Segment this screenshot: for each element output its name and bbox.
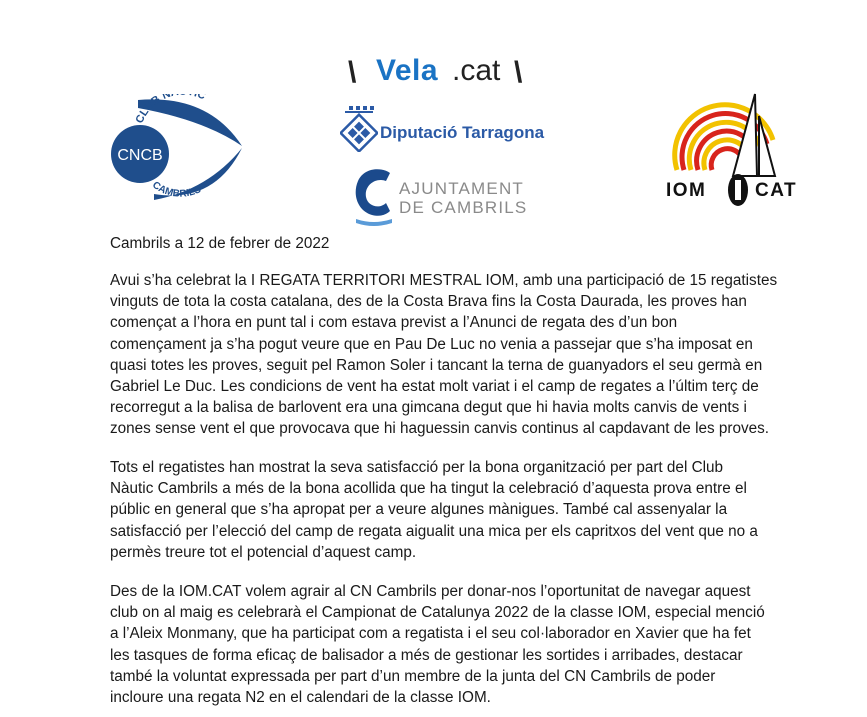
paragraph-line: Nàutic Cambrils a més de la bona acollida que ha tingut la celebració d’aquesta prova entre el	[110, 480, 747, 498]
iom-cat-logo	[663, 92, 813, 210]
paragraph-line: començament ja s’ha pogut veure que en Pau De Luc no venia a passejar que s’ha imposat en	[110, 335, 753, 353]
vela-logo-name: Vela	[376, 54, 439, 87]
paragraph-line: vinguts de tota la costa catalana, des de la Costa Brava fins la Costa Daurada, les proves han	[110, 293, 747, 311]
paragraph-line: club on al maig es celebrarà el Campionat de Catalunya 2022 de la classe IOM, especial menció	[110, 604, 765, 622]
paragraph-2	[110, 457, 760, 563]
paragraph-line: incloure una regata N2 en el calendari de la classe IOM.	[110, 689, 491, 707]
diputacio-tarragona-logo	[340, 106, 545, 152]
ajuntament-c-emblem-icon	[352, 165, 396, 227]
ajuntament-logo-line1: AJUNTAMENT	[399, 179, 525, 198]
paragraph-line: Avui s’ha celebrat la I REGATA TERRITORI MESTRAL IOM, amb una participació de 15 regatistes	[110, 272, 778, 289]
paragraph-line: Tots el regatistes han mostrat la seva satisfacció per la bona organització per part del Club	[110, 459, 724, 476]
iom-logo-left-text: IOM	[666, 180, 707, 201]
vela-left-slash: \	[348, 56, 357, 89]
letter-date: Cambrils a 12 de febrer de 2022	[110, 235, 330, 252]
club-nautic-cambrils-logo	[108, 94, 243, 204]
diputacio-logo-text: Diputació Tarragona	[380, 123, 545, 142]
paragraph-line: satisfacció per l’elecció del camp de regata aigualit una mica per els capritxos del vent que no a	[110, 522, 758, 540]
paragraph-line: Des de la IOM.CAT volem agrair al CN Cambrils per donar-nos l’oportunitat de navegar aquest	[110, 583, 751, 600]
paragraph-line: recorregut a la balisa de barlovent era una gimcana degut que hi havia molts canvis de vents i	[110, 399, 747, 417]
paragraph-line: les tasques de forma eficaç de balisador a més de gestionar les sortides i arribades, destacar	[110, 646, 743, 664]
paragraph-line: Gabriel Le Duc. Les condicions de vent ha estat molt variat i el camp de regates a l’últim terç de	[110, 378, 759, 396]
paragraph-line: a l’Aleix Monmany, que ha participat com a regatista i el seu col·laborador en Xavier que ha fet	[110, 625, 751, 643]
vela-cat-logo	[348, 54, 533, 94]
paragraph-line: permès treure tot el potencial d’aquest camp.	[110, 543, 417, 561]
paragraph-1	[110, 270, 778, 440]
cncb-initials: CNCB	[117, 147, 163, 164]
cncb-arc-bottom-text: CAMBRILS	[150, 179, 203, 200]
paragraph-line: públic en general que s’ha apropat per a veure algunes mànigues. També cal assenyalar la	[110, 501, 728, 519]
vela-logo-tld: .cat	[452, 54, 501, 87]
paragraph-3	[110, 581, 765, 708]
paragraph-line: també la voluntat expressada per part d’un membre de la junta del CN Cambrils de poder	[110, 667, 716, 685]
paragraph-line: començat a l’hora en punt tal i com estava previst a l’Anunci de regata des d’un bon	[110, 314, 678, 332]
ajuntament-cambrils-logo	[352, 165, 527, 227]
iom-logo-right-text: CAT	[755, 180, 798, 201]
paragraph-line: zones sense vent el que provocava que hi haguessin canvis continus al capdavant de les proves.	[110, 420, 770, 438]
paragraph-line: quasi totes les proves, seguit pel Ramon Soler i tancant la terna de guanyadors el seu germà en	[110, 356, 763, 374]
ajuntament-logo-line2: DE CAMBRILS	[399, 198, 528, 217]
vela-right-slash: \	[514, 56, 523, 89]
diputacio-emblem-icon	[340, 106, 378, 152]
cncb-arc-top-text: CLUB N C	[133, 94, 208, 126]
